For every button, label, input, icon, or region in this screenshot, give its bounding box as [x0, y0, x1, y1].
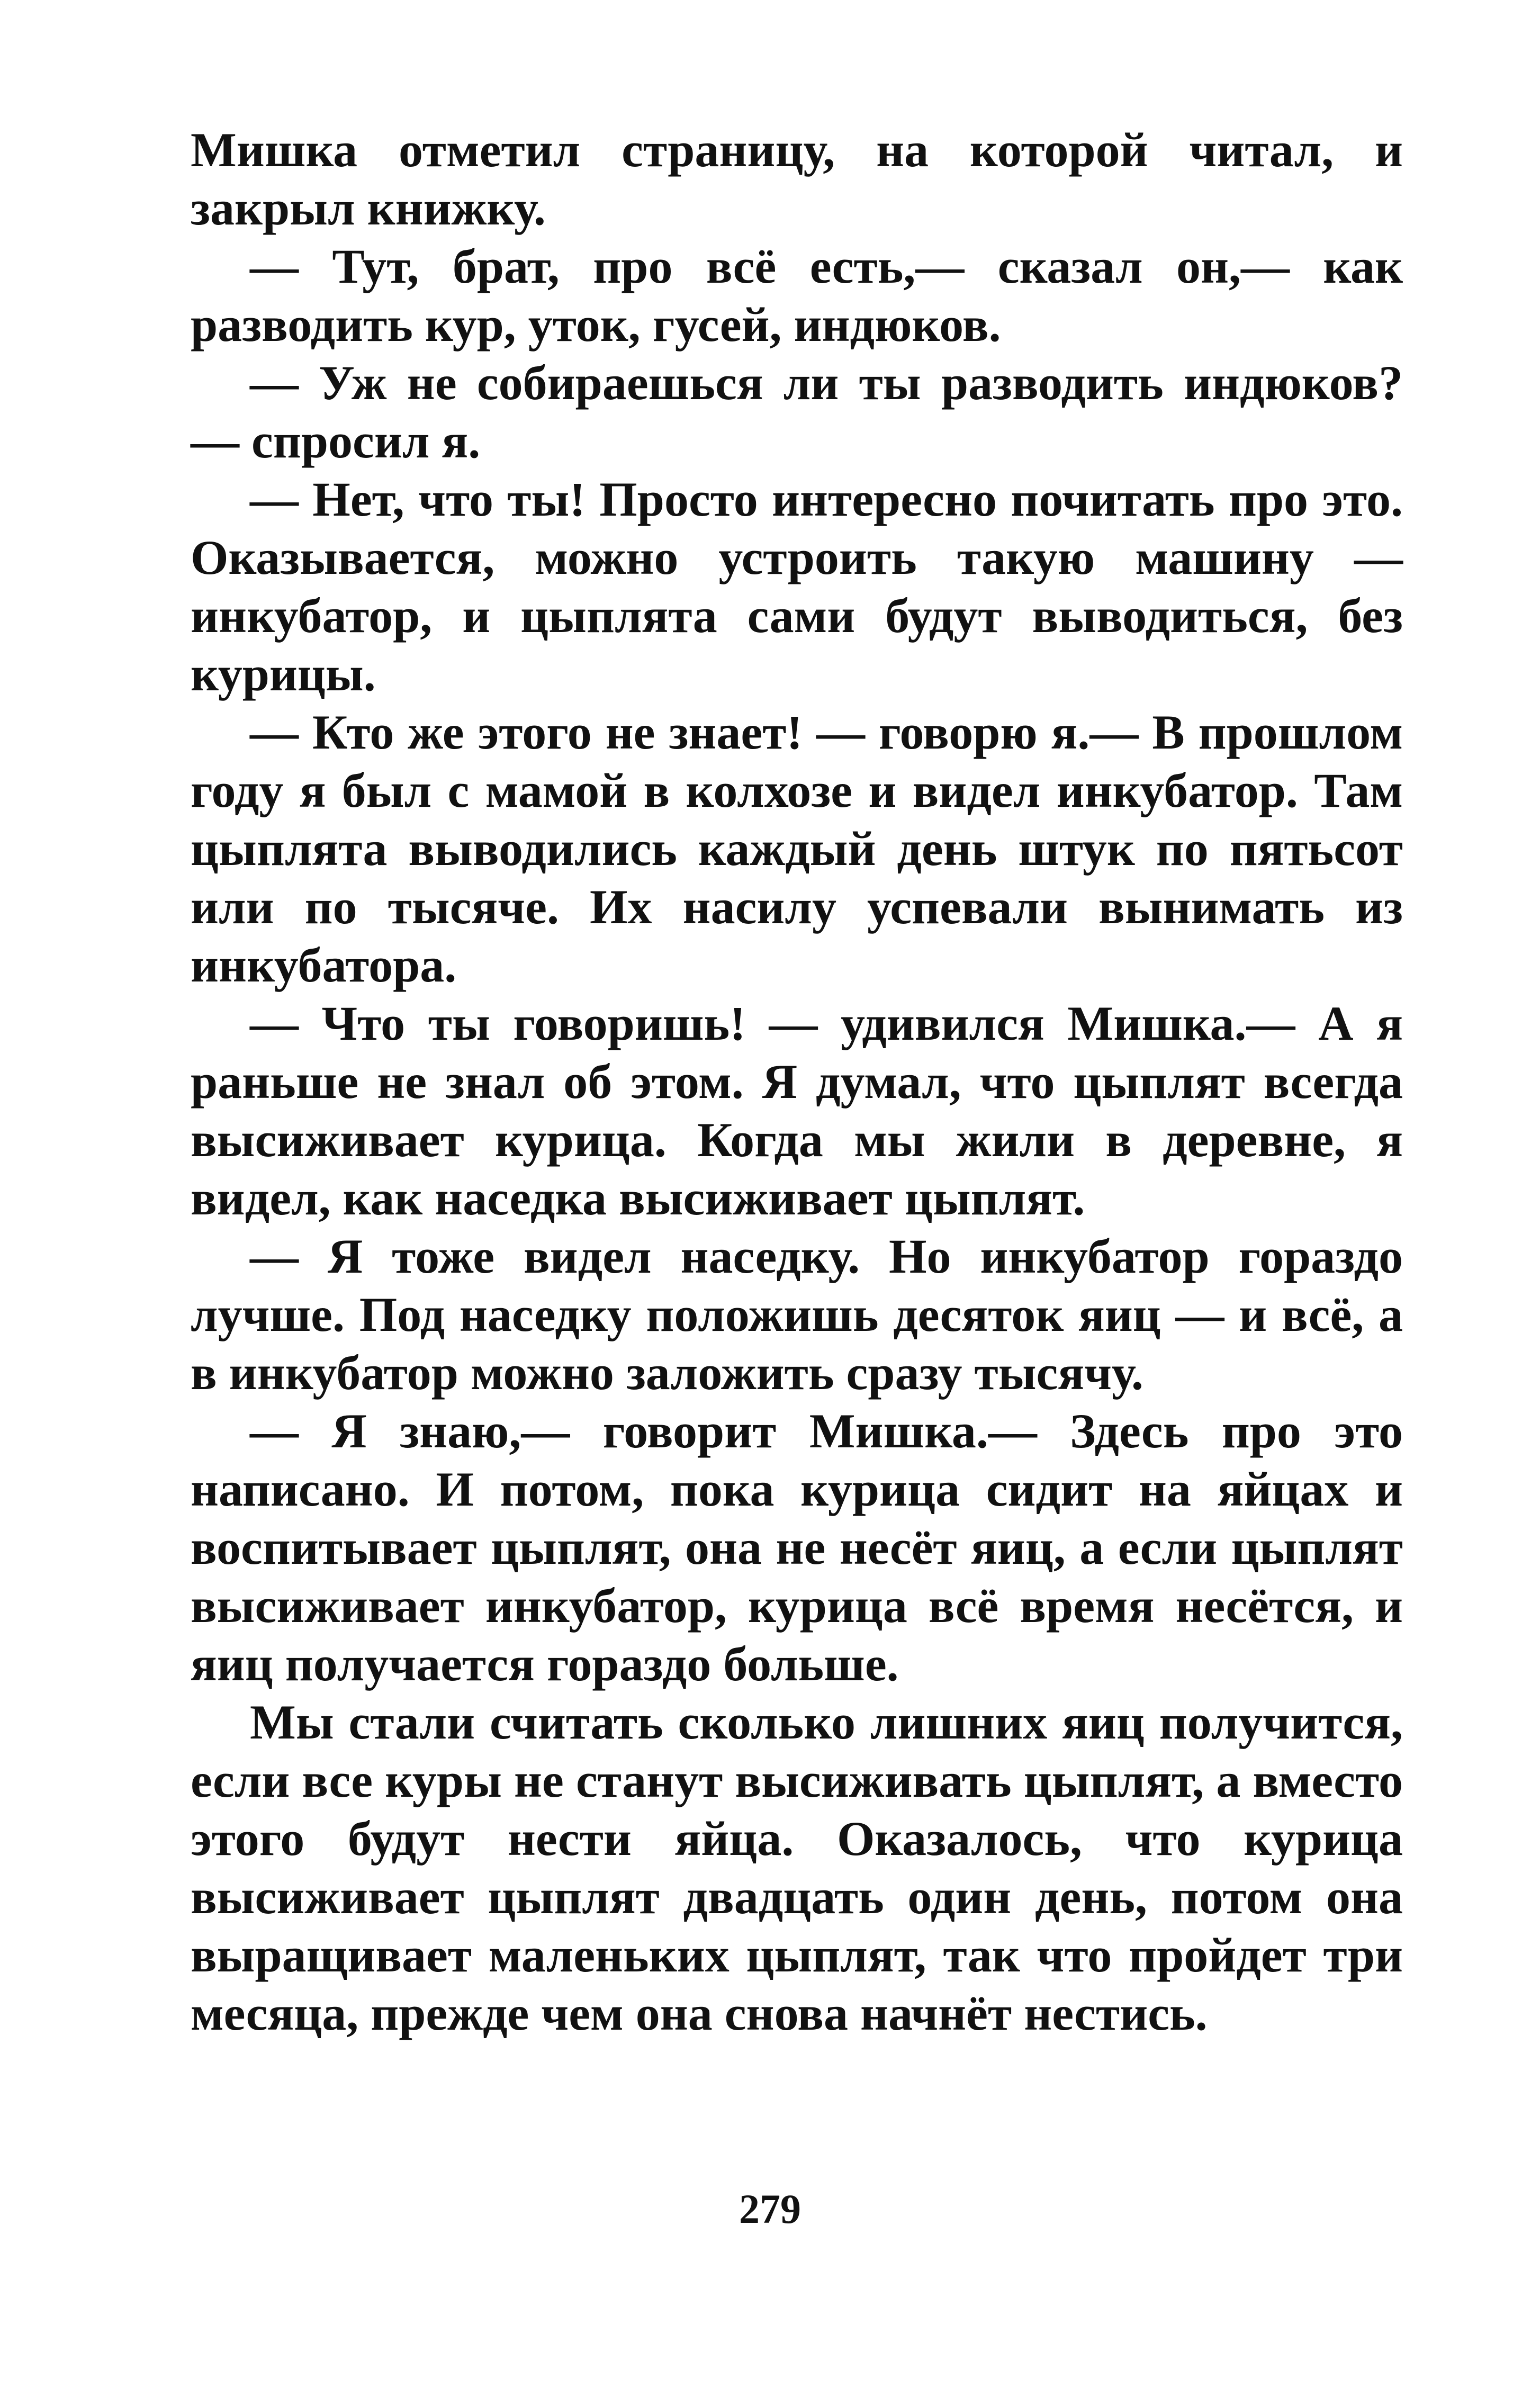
paragraph-4: — Нет, что ты! Просто интересно почитать про это. Оказывается, можно устроить такую машину — инкубатор, и цыплята сами будут выводиться, без курицы. — [191, 472, 1403, 701]
paragraph-9: Мы стали считать сколько лишних яиц получится, если все куры не станут высиживать цыплят, а вместо этого будут нести яйца. Оказалось, что курица высиживает цыплят двадцать один день, потом она выращивает маленьких цыплят, так что пройдет три месяца, прежде чем она снова начнёт нестись. — [191, 1695, 1403, 2040]
paragraph-2: — Тут, брат, про всё есть,— сказал он,— как разводить кур, уток, гусей, индюков. — [191, 239, 1403, 352]
paragraph-1: Мишка отметил страницу, на которой читал, и закрыл книжку. — [191, 123, 1403, 235]
page-number: 279 — [739, 2186, 801, 2232]
paragraph-7: — Я тоже видел наседку. Но инкубатор гораздо лучше. Под наседку положишь десяток яиц — и всё, а в инкубатор можно заложить сразу тысячу. — [191, 1229, 1403, 1400]
paragraph-6: — Что ты говоришь! — удивился Мишка.— А я раньше не знал об этом. Я думал, что цыплят всегда высиживает курица. Когда мы жили в деревне, я видел, как наседка высиживает цыплят. — [191, 996, 1403, 1225]
page-text — [191, 121, 1403, 2042]
paragraph-5: — Кто же этого не знает! — говорю я.— В прошлом году я был с мамой в колхозе и видел инкубатор. Там цыплята выводились каждый день штук по пятьсот или по тысяче. Их насилу успевали вынимать из инкубатора. — [191, 705, 1403, 992]
paragraph-3: — Уж не собираешься ли ты разводить индюков? — спросил я. — [191, 356, 1403, 468]
paragraph-8: — Я знаю,— говорит Мишка.— Здесь про это написано. И потом, пока курица сидит на яйцах и воспитывает цыплят, она не несёт яиц, а если цыплят высиживает инкубатор, курица всё время несётся, и яиц получается гораздо больше. — [191, 1404, 1403, 1691]
